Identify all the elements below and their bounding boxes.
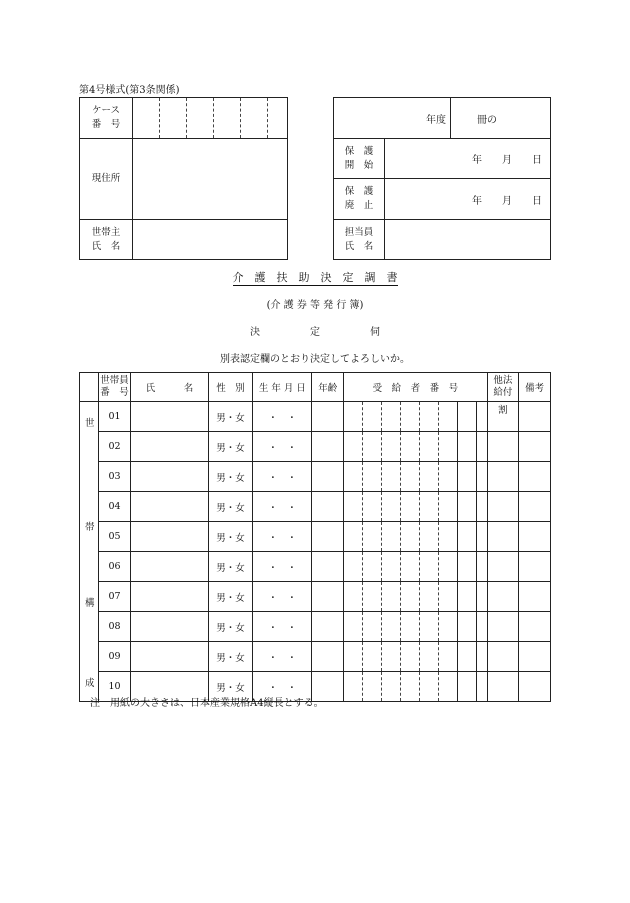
householder-field[interactable]	[133, 220, 288, 260]
header-name: 氏 名	[131, 373, 209, 402]
dob-cell[interactable]: ・ ・	[253, 672, 312, 702]
volume-label: 冊の	[450, 98, 550, 138]
recipient-no-cell[interactable]	[344, 402, 487, 432]
sex-cell[interactable]: 男・女	[208, 672, 253, 702]
name-cell[interactable]	[131, 522, 209, 552]
recipient-no-cell[interactable]	[344, 612, 487, 642]
address-label: 現住所	[80, 139, 133, 220]
table-row	[80, 522, 551, 552]
sex-cell[interactable]: 男・女	[208, 642, 253, 672]
name-cell[interactable]	[131, 552, 209, 582]
member-no: 04	[98, 492, 130, 522]
recipient-no-cell[interactable]	[344, 672, 487, 702]
remarks-cell[interactable]	[519, 402, 551, 432]
other-law-cell[interactable]	[487, 462, 519, 492]
document-subtitle: (介 護 券 等 発 行 簿)	[266, 300, 364, 311]
header-age: 年齢	[312, 373, 344, 402]
name-cell[interactable]	[131, 432, 209, 462]
header-sex: 性 別	[208, 373, 253, 402]
age-cell[interactable]	[312, 612, 344, 642]
sex-cell[interactable]: 男・女	[208, 492, 253, 522]
age-cell[interactable]	[312, 522, 344, 552]
name-cell[interactable]	[131, 642, 209, 672]
household-side-label	[80, 402, 99, 702]
member-no: 07	[98, 582, 130, 612]
protection-end-date[interactable]: 年 月 日	[385, 179, 551, 220]
remarks-cell[interactable]	[519, 462, 551, 492]
recipient-no-cell[interactable]	[344, 522, 487, 552]
protection-start-label: 保 護 開 始	[334, 139, 385, 179]
age-cell[interactable]	[312, 402, 344, 432]
remarks-cell[interactable]	[519, 672, 551, 702]
side-char: 帯	[85, 521, 95, 533]
sex-cell[interactable]: 男・女	[208, 552, 253, 582]
table-row	[80, 582, 551, 612]
sex-cell[interactable]: 男・女	[208, 522, 253, 552]
other-law-cell[interactable]	[487, 552, 519, 582]
age-cell[interactable]	[312, 462, 344, 492]
header-recipient-no: 受 給 者 番 号	[344, 373, 487, 402]
sex-cell[interactable]: 男・女	[208, 462, 253, 492]
table-row	[80, 552, 551, 582]
form-number: 第4号様式(第3条関係)	[79, 85, 180, 96]
header-remarks: 備考	[519, 373, 551, 402]
table-row	[80, 402, 551, 432]
header-member-no: 世帯員 番 号	[98, 373, 130, 402]
dob-cell[interactable]: ・ ・	[253, 432, 312, 462]
fiscal-year-label: 年度	[426, 114, 446, 126]
member-no: 08	[98, 612, 130, 642]
remarks-cell[interactable]	[519, 552, 551, 582]
member-no: 06	[98, 552, 130, 582]
member-no: 10	[98, 672, 130, 702]
sex-cell[interactable]: 男・女	[208, 582, 253, 612]
recipient-no-cell[interactable]	[344, 552, 487, 582]
case-info-table	[79, 97, 288, 260]
side-char: 世	[85, 417, 95, 429]
householder-label: 世帯主 氏 名	[80, 220, 133, 260]
member-no: 02	[98, 432, 130, 462]
dob-cell[interactable]: ・ ・	[253, 492, 312, 522]
remarks-cell[interactable]	[519, 432, 551, 462]
name-cell[interactable]	[131, 492, 209, 522]
dob-cell[interactable]: ・ ・	[253, 402, 312, 432]
protection-start-date[interactable]: 年 月 日	[385, 139, 551, 179]
recipient-no-cell[interactable]	[344, 642, 487, 672]
wari-text: 割	[498, 405, 508, 416]
header-other-law: 他法 給付	[487, 373, 519, 402]
recipient-no-cell[interactable]	[344, 462, 487, 492]
other-law-cell[interactable]	[487, 612, 519, 642]
fiscal-year-row	[334, 98, 551, 139]
table-row	[80, 642, 551, 672]
dob-cell[interactable]: ・ ・	[253, 642, 312, 672]
table-row	[80, 612, 551, 642]
sex-cell[interactable]: 男・女	[208, 432, 253, 462]
age-cell[interactable]	[312, 582, 344, 612]
staff-label: 担当員 氏 名	[334, 220, 385, 260]
member-no: 01	[98, 402, 130, 432]
protection-info-table	[333, 97, 551, 260]
dob-cell[interactable]: ・ ・	[253, 552, 312, 582]
remarks-cell[interactable]	[519, 612, 551, 642]
age-cell[interactable]	[312, 432, 344, 462]
table-row	[80, 432, 551, 462]
sex-cell[interactable]: 男・女	[208, 402, 253, 432]
member-no: 05	[98, 522, 130, 552]
name-cell[interactable]	[131, 462, 209, 492]
member-no: 09	[98, 642, 130, 672]
table-row	[80, 492, 551, 522]
household-table	[79, 372, 551, 702]
age-cell[interactable]	[312, 642, 344, 672]
document-title: 介 護 扶 助 決 定 調 書	[232, 271, 398, 284]
footnote: 注 用紙の大きさは、日本産業規格A4縦長とする。	[90, 698, 324, 709]
protection-end-label: 保 護 廃 止	[334, 179, 385, 220]
other-law-cell[interactable]	[487, 402, 519, 432]
case-number-field[interactable]	[133, 98, 288, 139]
remarks-cell[interactable]	[519, 642, 551, 672]
side-char: 成	[85, 677, 95, 689]
header-dob: 生 年 月 日	[253, 373, 312, 402]
name-cell[interactable]	[131, 612, 209, 642]
member-no: 03	[98, 462, 130, 492]
instruction-text: 別表認定欄のとおり決定してよろしいか。	[220, 354, 410, 365]
age-cell[interactable]	[312, 552, 344, 582]
dob-cell[interactable]: ・ ・	[253, 462, 312, 492]
other-law-cell[interactable]	[487, 432, 519, 462]
side-char: 構	[85, 597, 95, 609]
recipient-no-cell[interactable]	[344, 492, 487, 522]
decision-label: 決 定 伺	[250, 327, 380, 338]
name-cell[interactable]	[131, 402, 209, 432]
other-law-cell[interactable]	[487, 522, 519, 552]
other-law-cell[interactable]	[487, 582, 519, 612]
dob-cell[interactable]: ・ ・	[253, 522, 312, 552]
recipient-no-cell[interactable]	[344, 432, 487, 462]
name-cell[interactable]	[131, 582, 209, 612]
other-law-cell[interactable]	[487, 672, 519, 702]
other-law-cell[interactable]	[487, 642, 519, 672]
remarks-cell[interactable]	[519, 582, 551, 612]
dob-cell[interactable]: ・ ・	[253, 612, 312, 642]
case-number-label: ケース 番 号	[80, 98, 133, 139]
table-row	[80, 462, 551, 492]
remarks-cell[interactable]	[519, 522, 551, 552]
staff-field[interactable]	[385, 220, 551, 260]
dob-cell[interactable]: ・ ・	[253, 582, 312, 612]
other-law-cell[interactable]	[487, 492, 519, 522]
remarks-cell[interactable]	[519, 492, 551, 522]
recipient-no-cell[interactable]	[344, 582, 487, 612]
address-field[interactable]	[133, 139, 288, 220]
sex-cell[interactable]: 男・女	[208, 612, 253, 642]
age-cell[interactable]	[312, 492, 344, 522]
